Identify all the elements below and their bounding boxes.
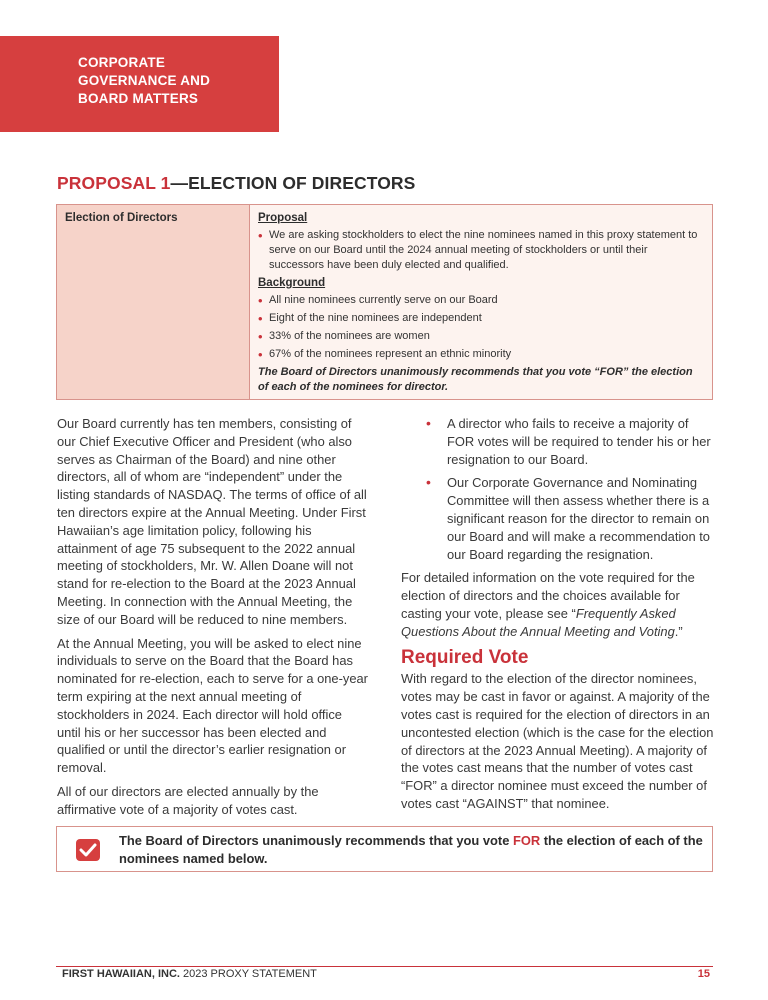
body-paragraph: All of our directors are elected annually by the affirmative vote of a majority of votes cast. [57,783,319,817]
banner-line: GOVERNANCE AND [78,73,211,88]
recommendation-before: The Board of Directors unanimously recommends that you vote [119,833,513,848]
proposal-name: —ELECTION OF DIRECTORS [170,173,416,193]
right-column [401,415,714,819]
summary-details [250,205,712,399]
proposal-heading: Proposal [258,212,308,224]
board-recommendation-box [56,826,713,872]
background-bullet: • 33% of the nominees are women [258,329,704,344]
vote-bullet: • A director who fails to receive a majority of FOR votes will be required to tender his or her resignation to our Board. [401,415,714,468]
banner-line: BOARD MATTERS [78,91,199,106]
recommendation-for: FOR [512,833,541,848]
page-number: 15 [697,968,710,980]
banner-line: CORPORATE [78,55,166,70]
proposal-number: PROPOSAL 1 [57,173,171,193]
recommendation-after: the election of each of the nominees named below. [119,833,703,866]
background-heading: Background [258,277,326,289]
left-column [57,415,369,825]
required-vote-heading: Required Vote [401,646,529,668]
background-bullet: • All nine nominees currently serve on our Board [258,293,704,308]
body-paragraph: Our Board currently has ten members, consisting of our Chief Executive Officer and President (who also serves as Chairman of the Board) and nine other directors, all of whom are “independent” under the listing standards of NASDAQ. The terms of office of all ten directors expire at the Annual Meeting. Under First Hawaiian’s age limitation policy, following his attainment of age 75 subsequent to the 2022 annual meeting of stockholders, Mr. W. Allen Doane will not stand for re-election to the Board at the 2023 Annual Meeting. In connection with the Annual Meeting, the size of our Board will be reduced to nine members. [57,416,367,627]
footer-company: FIRST HAWAIIAN, INC. [62,968,180,980]
faq-reference: Frequently Asked Questions About the Annual Meeting and Voting [401,605,676,639]
background-bullet: • 67% of the nominees represent an ethnic minority [258,347,704,362]
info-paragraph [401,569,714,640]
required-vote-text: With regard to the election of the director nominees, votes may be cast in favor or against. A majority of the votes cast is required for the election of directors in an uncontested election (which is the case for the election of directors at the 2023 Annual Meeting). A majority of the votes cast means that the number of votes cast “FOR” a director nominee must exceed the number of votes cast “AGAINST” that nominee. [401,671,714,811]
vote-bullet: • Our Corporate Governance and Nominating Committee will then assess whether there is a significant reason for the director to remain on our Board and will make a recommendation to our Board regarding the resignation. [401,474,714,563]
proposal-bullet: • We are asking stockholders to elect the nine nominees named in this proxy statement to serve on our Board until the 2024 annual meeting of stockholders or until their successors have been duly elected and qualified. [258,228,704,273]
board-recommendation-text [119,832,704,867]
section-banner [0,36,279,132]
proposal-summary-box [56,204,713,400]
footer-label [62,968,317,980]
body-paragraph: At the Annual Meeting, you will be asked to elect nine individuals to serve on the Board that the Board has nominated for re-election, each to serve for a one-year term expiring at the next annual meeting of stockholders in 2024. Each director will hold office until his or her successor has been elected and qualified or until the director’s earlier resignation or removal. [57,635,368,776]
background-bullet: • Eight of the nine nominees are independent [258,311,704,326]
footer-doc: 2023 PROXY STATEMENT [179,968,317,980]
summary-recommendation: The Board of Directors unanimously recommends that you vote “FOR” the election of each of the nominees for director. [258,366,693,393]
footer-rule [56,966,713,967]
summary-label: Election of Directors [57,205,250,399]
info-suffix: .” [674,623,683,639]
checkmark-icon [76,839,100,861]
info-prefix: For detailed information on the vote required for the election of directors and the choices available for casting your vote, please see “ [401,570,695,621]
proposal-title [57,173,415,194]
